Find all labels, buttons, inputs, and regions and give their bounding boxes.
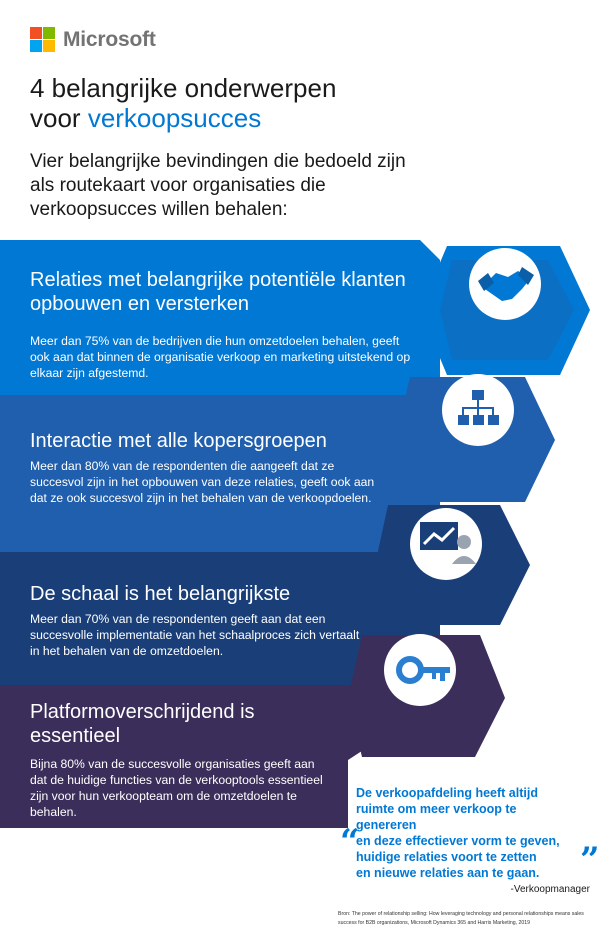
title-line-2-plain: voor — [30, 103, 88, 133]
quote-text — [356, 785, 596, 881]
section-3-title: De schaal is het belangrijkste — [30, 583, 291, 605]
source-citation: Bron: The power of relationship selling: How leveraging technology and personal relationships means sales success for B2B organizations, Microsoft Dynamics 365 and Harris Marketing, 2019 — [338, 911, 584, 926]
quote-close-mark: ” — [580, 840, 600, 880]
quote-author: -Verkoopmanager — [510, 884, 590, 895]
section-2-body: Meer dan 80% van de respondenten die aangeeft dat ze succesvol zijn in het opbouwen van deze relaties, geeft ook aan dat ze ook succesvol zijn in het behalen van de verkoopdoelen. — [30, 459, 375, 505]
section-1-title: Relaties met belangrijke potentiële klanten opbouwen en versterken — [30, 269, 406, 315]
section-2-title: Interactie met alle kopersgroepen — [30, 430, 327, 452]
title-accent: verkoopsucces — [87, 103, 262, 133]
section-1-body: Meer dan 75% van de bedrijven die hun omzetdoelen behalen, geeft ook aan dat binnen de organisatie verkoop en marketing uitstekend op elkaar zijn afgestemd. — [30, 334, 411, 380]
quote-line-1: De verkoopafdeling heeft altijd — [356, 786, 538, 800]
section-4-body: Bijna 80% van de succesvolle organisaties geeft aan dat de huidige functies van de verkooptools essentieel zijn voor hun verkoopteam om de omzetdoelen te behalen. — [30, 757, 323, 819]
intro-text: Vier belangrijke bevindingen die bedoeld zijn als routekaart voor organisaties die verkoopsucces willen behalen: — [30, 151, 406, 220]
section-4-title: Platformoverschrijdend is essentieel — [30, 701, 255, 747]
quote-line-2: ruimte om meer verkoop te — [356, 802, 517, 816]
quote-open-mark: “ — [340, 822, 360, 862]
section-3-body: Meer dan 70% van de respondenten geeft aan dat een succesvolle implementatie van het schaalproces zich vertaalt in het behalen van de omzetdoelen. — [30, 612, 360, 658]
quote-line-6: en nieuwe relaties aan te gaan. — [356, 866, 540, 880]
title-line-1: 4 belangrijke onderwerpen — [30, 73, 337, 103]
quote-line-4: en deze effectiever vorm te geven, — [356, 834, 560, 848]
quote-line-3: genereren — [356, 818, 417, 832]
brand-name: Microsoft — [63, 27, 156, 51]
quote-line-5: huidige relaties voort te zetten — [356, 850, 537, 864]
